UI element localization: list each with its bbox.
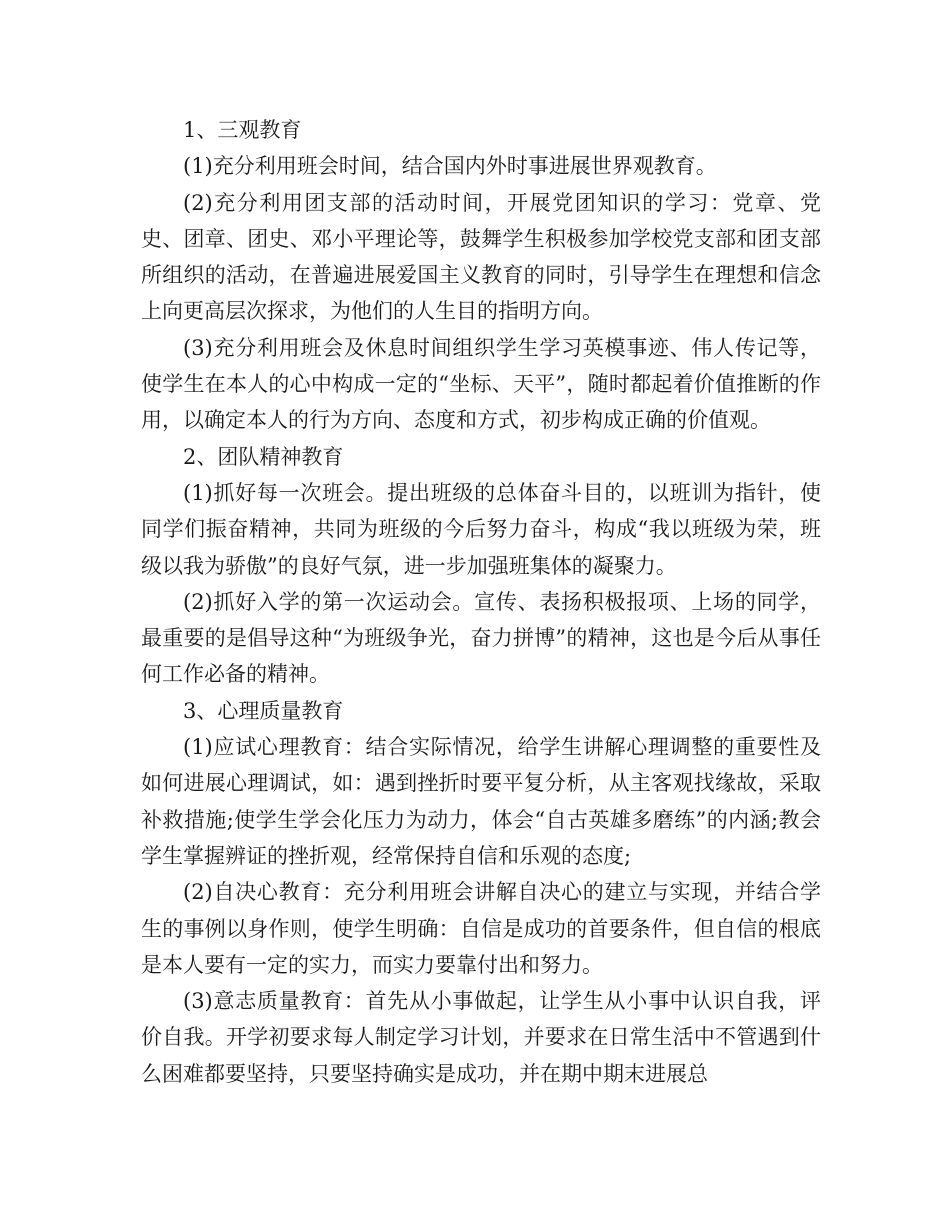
paragraph-3-1: (1)应试心理教育：结合实际情况，给学生讲解心理调整的重要性及如何进展心理调试，如：遇到挫折时要平复分析，从主客观找缘故，采取补救措施;使学生学会化压力为动力，体会“自古英雄多磨练”的内涵;教会学生掌握辨证的挫折观，经常保持自信和乐观的态度; (141, 735, 821, 868)
paragraph-2-2: (2)抓好入学的第一次运动会。宣传、表扬积极报项、上场的同学，最重要的是倡导这种“为班级争光，奋力拼博”的精神，这也是今后从事任何工作必备的精神。 (141, 589, 821, 687)
section-heading-3: 3、心理质量教育 (183, 698, 344, 723)
section-heading-1: 1、三观教育 (183, 118, 302, 142)
paragraph-1-2: (2)充分利用团支部的活动时间，开展党团知识的学习：党章、党史、团章、团史、邓小平理论等，鼓舞学生积极参加学校党支部和团支部所组织的活动，在普遍进展爱国主义教育的同时，引导学生在理想和信念上向更高层次探求，为他们的人生目的指明方向。 (141, 190, 821, 324)
document-body (141, 112, 821, 1092)
paragraph-3-3: (3)意志质量教育：首先从小事做起，让学生从小事中认识自我，评价自我。开学初要求每人制定学习计划，并要求在日常生活中不管遇到什么困难都要坚持，只要坚持确实是成功，并在期中期末进展总 (141, 989, 821, 1086)
paragraph-1-3: (3)充分利用班会及休息时间组织学生学习英模事迹、伟人传记等，使学生在本人的心中构成一定的“坐标、天平”，随时都起着价值推断的作用，以确定本人的行为方向、态度和方式，初步构成正确的价值观。 (141, 335, 821, 433)
paragraph-2-1: (1)抓好每一次班会。提出班级的总体奋斗目的，以班训为指针，使同学们振奋精神，共同为班级的今后努力奋斗，构成“我以班级为荣，班级以我为骄傲”的良好气氛，进一步加强班集体的凝聚力。 (141, 480, 821, 578)
section-heading-2: 2、团队精神教育 (183, 444, 344, 469)
paragraph-3-2: (2)自决心教育：充分利用班会讲解自决心的建立与实现，并结合学生的事例以身作则，使学生明确：自信是成功的首要条件，但自信的根底是本人要有一定的实力，而实力要靠付出和努力。 (141, 880, 821, 977)
paragraph-1-1: (1)充分利用班会时间，结合国内外时事进展世界观教育。 (183, 154, 717, 179)
